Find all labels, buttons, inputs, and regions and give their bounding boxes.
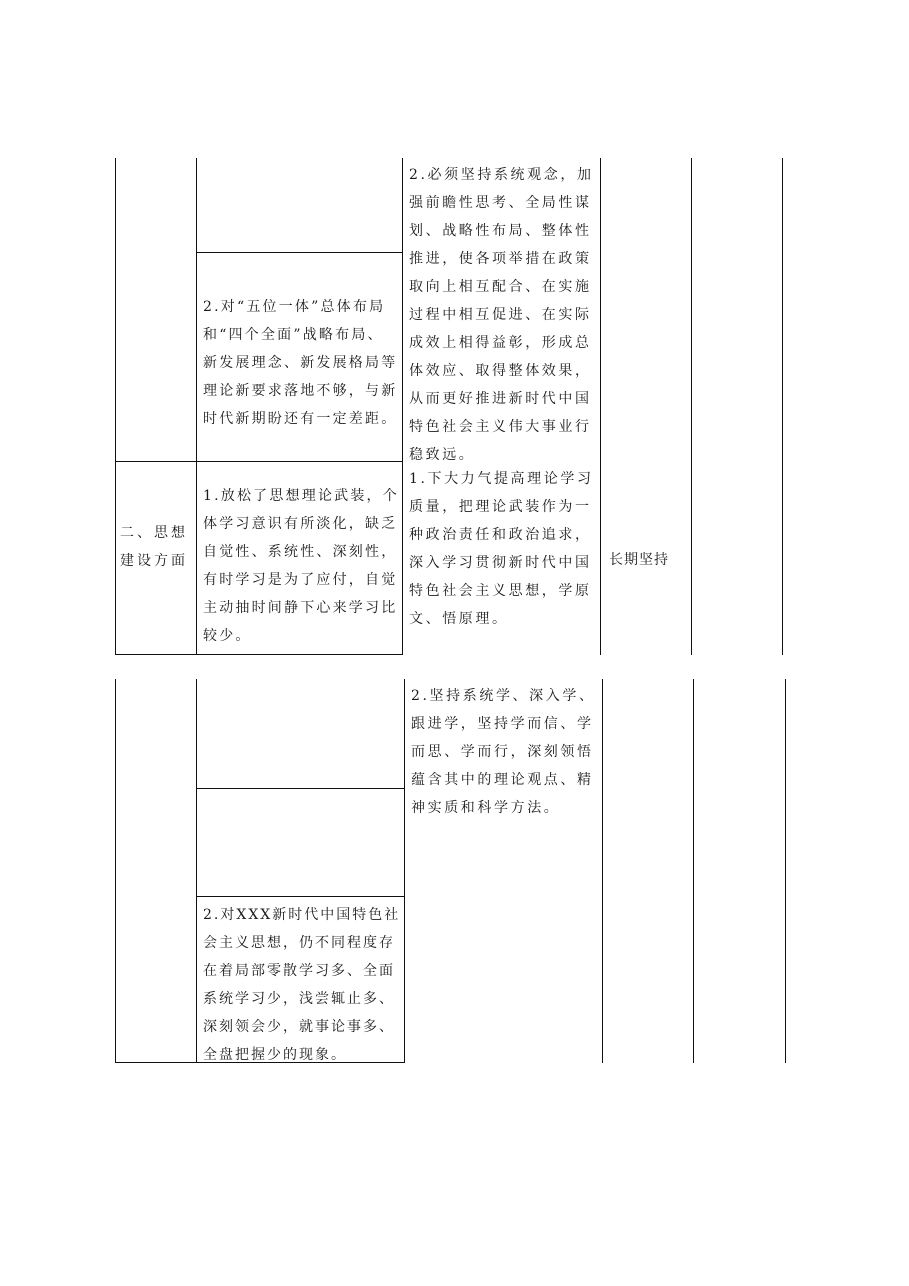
table-1-problem-2: 2.对“五位一体”总体布局和“四个全面”战略布局、新发展理念、新发展格局等理论新要求落地不够，与新时代新期盼还有一定差距。 bbox=[203, 299, 398, 427]
table-2-problem-2: 2.对XXX新时代中国特色社会主义思想，仍不同程度存在着局部零散学习多、全面系统学习少，浅尝辄止多、深刻领会少，就事论事多、全盘把握少的现象。 bbox=[203, 907, 401, 1063]
table-2-divider-3 bbox=[602, 679, 603, 1063]
table-2-divider-1 bbox=[196, 679, 197, 1063]
table-1-divider-4 bbox=[691, 158, 692, 655]
table-1-divider-2 bbox=[402, 158, 403, 655]
table-1-border-bottom bbox=[115, 654, 403, 655]
table-1-divider-1 bbox=[196, 158, 197, 655]
table-1-border-left bbox=[115, 158, 116, 655]
table-1-problem-1: 1.放松了思想理论武装，个体学习意识有所淡化，缺乏自觉性、系统性、深刻性，有时学习是为了应付，自觉主动抽时间静下心来学习比较少。 bbox=[203, 488, 399, 644]
table-2-border-left bbox=[115, 679, 116, 1063]
table-1-measure-1: 1.下大力气提高理论学习质量，把理论武装作为一种政治责任和政治追求，深入学习贯彻新时代中国特色社会主义思想，学原文、悟原理。 bbox=[409, 471, 594, 627]
table-1-category: 二、思想建设方面 bbox=[120, 525, 188, 569]
table-1-divider-3 bbox=[600, 158, 601, 655]
table-2-border-right bbox=[785, 679, 786, 1063]
table-2-divider-4 bbox=[693, 679, 694, 1063]
table-1-measure-2: 2.必须坚持系统观念，加强前瞻性思考、全局性谋划、战略性布局、整体性推进，使各项举措在政策取向上相互配合、在实施过程中相互促进、在实际成效上相得益彰，形成总体效应、取得整体效果，从而更好推进新时代中国特色社会主义伟大事业行稳致远。 bbox=[409, 167, 594, 463]
table-2-row-line-2 bbox=[196, 896, 405, 897]
table-2-divider-2 bbox=[404, 679, 405, 1063]
table-1-border-right bbox=[782, 158, 783, 655]
table-2-row-line-1 bbox=[196, 788, 405, 789]
table-1-row-line-2 bbox=[115, 461, 403, 462]
table-2-measure-2: 2.坚持系统学、深入学、跟进学，坚持学而信、学而思、学而行，深刻领悟蕴含其中的理论观点、精神实质和科学方法。 bbox=[411, 688, 596, 816]
table-1-timeline: 长期坚持 bbox=[609, 552, 669, 568]
table-1-row-line-1 bbox=[196, 252, 403, 253]
